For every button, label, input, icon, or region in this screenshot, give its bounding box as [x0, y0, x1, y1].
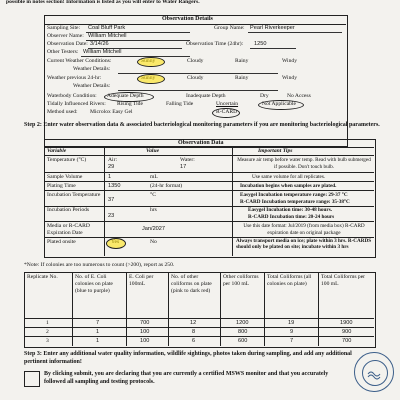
colonies-note: *Note: If colonies are too numerous to count (>200), report as 250.	[24, 262, 175, 268]
incubation-periods-tip2: R-CARD Incubation time: 20-24 hours	[248, 213, 335, 220]
rep-header-total-100ml: Total Coliforms per 100 mL	[321, 274, 366, 287]
prev-weather-option-cloudy[interactable]: Cloudy	[187, 75, 204, 81]
sample-volume-label: Sample Volume	[47, 174, 83, 180]
method-option-rcard[interactable]: R-CARD	[216, 109, 238, 115]
rep-cell: 1	[46, 319, 49, 326]
observer-name-label: Observer Name:	[47, 33, 84, 39]
incubation-periods-label: Incubation Periods	[47, 207, 90, 213]
plated-onsite-no[interactable]: No	[150, 239, 157, 245]
method-option-easygel[interactable]: Microlox Easy Gel	[90, 109, 133, 115]
rep-cell[interactable]: 1	[96, 328, 100, 335]
rep-header-total-plate: Total Coliforms (all colonies on plate)	[267, 274, 312, 287]
plating-time-unit: (24-hr format)	[150, 183, 183, 189]
col-variable: Variable	[47, 148, 67, 154]
col-tips: Important Tips	[258, 148, 293, 154]
tidal-label: Tidally Influenced Rivers:	[47, 101, 106, 107]
waterbody-option-dry[interactable]: Dry	[260, 93, 269, 99]
tidal-option-uncertain[interactable]: Uncertain	[216, 101, 239, 107]
rep-cell[interactable]: 1	[96, 337, 100, 344]
submit-declaration-checkbox[interactable]	[24, 371, 40, 387]
step2-title: Step 2: Enter water observation data & associated bacteriological monitoring parameters if you are monitoring bacteriological parameters.	[24, 122, 380, 128]
expiration-label: Media or R-CARD Expiration Date	[47, 223, 90, 236]
rep-cell[interactable]: 9	[290, 328, 294, 335]
observation-date-label: Observation Date:	[47, 41, 88, 47]
current-weather-selection-oval	[137, 57, 165, 67]
previous-weather-details-label: Weather Details:	[73, 83, 111, 89]
rep-cell[interactable]: 8	[192, 328, 196, 335]
sampling-site-value[interactable]: Coal Bluff Park	[88, 24, 126, 31]
rep-cell[interactable]: 700	[342, 337, 352, 344]
observer-name-value[interactable]: William Mitchell	[88, 32, 127, 39]
method-selection-oval	[212, 108, 240, 118]
tidal-option-rising[interactable]: Rising Tide	[117, 101, 143, 107]
expiration-value[interactable]: Jan/2027	[142, 226, 166, 232]
waterbody-option-no-access[interactable]: No Access	[287, 93, 311, 99]
incubation-periods-unit: hrs	[150, 207, 157, 213]
other-testers-label: Other Testers:	[47, 49, 79, 55]
observation-data-heading: Observation Data	[178, 140, 224, 146]
rep-cell[interactable]: 1900	[340, 319, 353, 326]
tidal-selection-oval	[258, 100, 304, 110]
waterbody-option-adequate[interactable]: Adequate Depth	[107, 93, 144, 99]
air-temp-value[interactable]: 29	[108, 164, 115, 170]
rep-cell[interactable]: 900	[342, 328, 352, 335]
plating-time-tip: Incubation begins when samples are plated.	[240, 183, 337, 189]
weather-option-windy[interactable]: Windy	[282, 58, 298, 64]
weather-option-cloudy[interactable]: Cloudy	[187, 58, 204, 64]
weather-option-rainy[interactable]: Rainy	[235, 58, 249, 64]
method-label: Method used:	[47, 109, 78, 115]
tidal-option-falling[interactable]: Falling Tide	[166, 101, 194, 107]
wave-icon	[355, 353, 393, 391]
submit-declaration-text: By clicking submit, you are declaring that you are currently a certified MSWS monitor and that you accurately followed all sampling and testing protocols.	[44, 371, 329, 385]
expiration-tip: Use this date format: Jul/2019 (from media box) R-CARD expiration date on original package	[243, 223, 365, 236]
current-weather-details-label: Weather Details:	[73, 66, 111, 72]
group-name-label: Group Name:	[214, 25, 245, 31]
current-weather-label: Current Weather Conditions:	[47, 58, 112, 64]
prev-weather-option-windy[interactable]: Windy	[282, 75, 298, 81]
previous-weather-label: Weather previous 24-hr:	[47, 75, 102, 81]
incubation-temp-label: Incubation Temperature	[47, 192, 101, 198]
waterbody-label: Waterbody Condition:	[47, 93, 97, 99]
rep-cell[interactable]: 1200	[236, 319, 249, 326]
sample-volume-unit: mL	[150, 174, 158, 180]
rep-cell[interactable]: 7	[96, 319, 100, 326]
incubation-temp-tip2: R-CARD Incubation temperature range: 35-38°C	[240, 198, 350, 205]
sampling-site-label: Sampling Site:	[47, 25, 81, 31]
plating-time-value[interactable]: 1350	[108, 183, 121, 189]
col-value: Value	[146, 148, 160, 154]
prev-weather-option-rainy[interactable]: Rainy	[235, 75, 249, 81]
rep-cell[interactable]: 7	[290, 337, 294, 344]
temp-label: Temperature (°C)	[47, 157, 87, 163]
rep-cell[interactable]: 19	[288, 319, 295, 326]
rep-cell: 3	[46, 337, 49, 344]
incubation-temp-value[interactable]: 37	[108, 197, 115, 203]
temp-tip: Measure air temp before water temp. Read with bulb submerged if possible. Don't touch bulb.	[237, 157, 371, 170]
water-temp-value[interactable]: 17	[180, 164, 187, 170]
other-testers-value[interactable]: William Mitchell	[83, 48, 122, 55]
previous-weather-selection-oval	[137, 74, 165, 84]
rep-cell: 2	[46, 328, 49, 335]
rep-cell[interactable]: 700	[140, 319, 150, 326]
air-label: Air:	[108, 157, 118, 163]
rep-header-ecoli-100ml: E. Coli per 100mL	[129, 274, 154, 287]
tidal-option-not-applicable[interactable]: Not Applicable	[262, 101, 297, 107]
rep-header-ecoli-plate: No. of E. Coli colonies on plate (blue to purple)	[75, 274, 113, 294]
observation-time-label: Observation Time (24hr):	[186, 41, 244, 47]
plated-onsite-label: Plated onsite	[47, 239, 76, 245]
step3-instructions: Step 3: Enter any additional water quality information, wildlife sightings, photos taken during sampling, and add any additional pertinent information!	[24, 351, 352, 365]
organization-seal-logo	[354, 352, 394, 392]
observation-details-heading: Observation Details	[162, 16, 213, 22]
plating-time-label: Plating Time	[47, 183, 76, 189]
sample-volume-tip: Use same volume for all replicates.	[252, 174, 326, 180]
plated-onsite-selection-oval	[106, 238, 126, 249]
observation-time-value[interactable]: 1250	[254, 40, 267, 47]
incubation-temp-unit: °C	[150, 192, 156, 198]
rep-header-other-100ml: Other coliforms per 100 mL	[223, 274, 259, 287]
incubation-periods-value[interactable]: 23	[108, 213, 115, 219]
rep-cell[interactable]: 800	[238, 328, 248, 335]
sample-volume-value[interactable]: 1	[108, 174, 112, 180]
water-label: Water:	[180, 157, 195, 163]
observation-date-value[interactable]: 3/14/26	[90, 40, 109, 47]
rep-cell[interactable]: 100	[140, 328, 150, 335]
incubation-temp-tip1: Easygel Incubation temperature range: 29-37 °C	[240, 192, 348, 198]
rep-header-other-plate: No. of other coliforms on plate (pink to dark red)	[171, 274, 212, 294]
group-name-value[interactable]: Pearl Riverkeeper	[250, 24, 295, 31]
incubation-periods-tip1: Easygel Incubation time: 30-48 hours.	[248, 207, 333, 213]
plated-onsite-tip: Always transport media on ice; plate within 3 hrs. R-CARDS should only be plated on site; incubate within 3 hrs	[236, 238, 372, 251]
rep-cell[interactable]: 600	[238, 337, 248, 344]
waterbody-option-inadequate[interactable]: Inadequate Depth	[186, 93, 226, 99]
rep-cell[interactable]: 100	[140, 337, 150, 344]
top-note: possible in notes section! Information is listed as you will enter to Water Rangers.	[6, 0, 200, 5]
rep-cell[interactable]: 6	[192, 337, 196, 344]
rep-header-replicate: Replicate No.	[27, 274, 58, 280]
rep-cell[interactable]: 12	[190, 319, 197, 326]
